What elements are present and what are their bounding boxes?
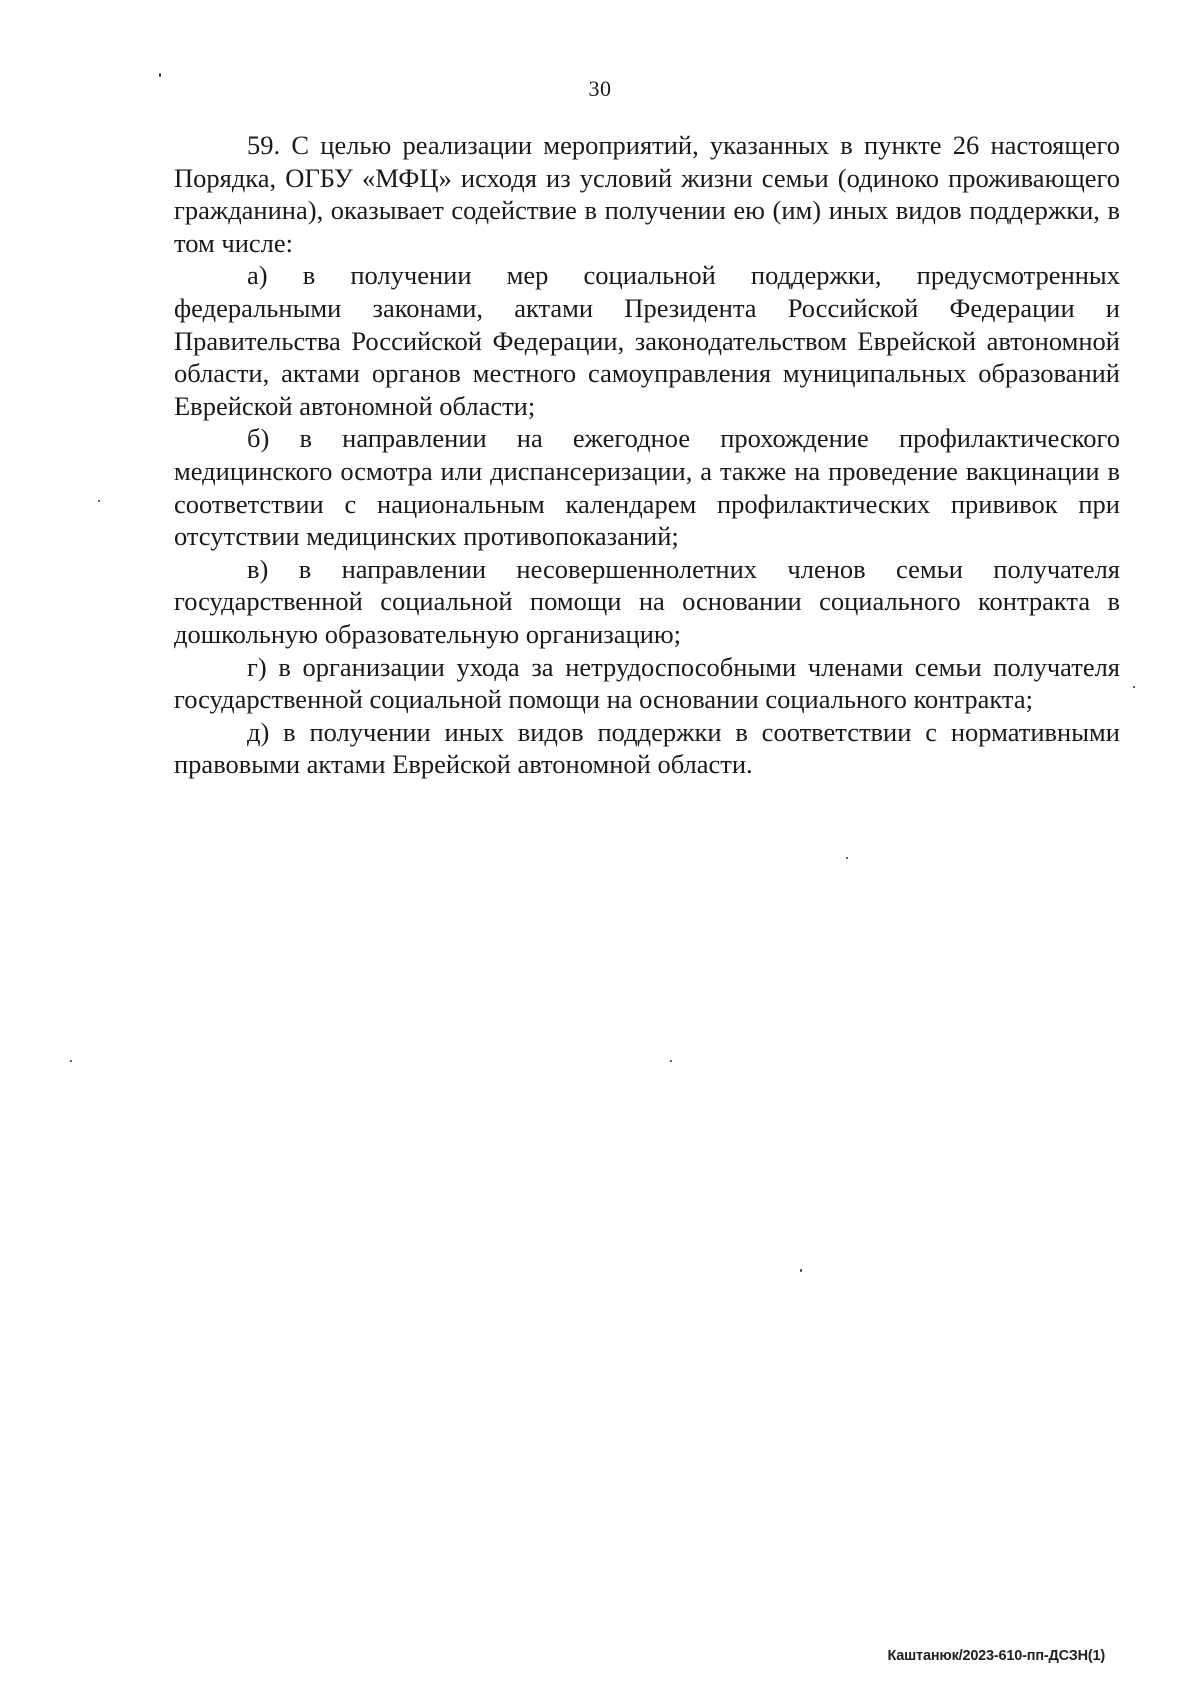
paragraph-b: б) в направлении на ежегодное прохождение профилактического медицинского осмотра или диспансеризации, а также на проведение вакцинации в соответствии с национальным календарем профилактических прививок при отсутствии медицинских противопоказаний; <box>174 423 1120 552</box>
scan-speck <box>1133 686 1135 688</box>
scan-speck <box>70 1060 72 1062</box>
document-reference-footer: Каштанюк/2023-610-пп-ДСЗН(1) <box>887 1648 1105 1664</box>
page-number: 30 <box>588 76 612 101</box>
paragraph-v: в) в направлении несовершеннолетних членов семьи получателя государственной социальной помощи на основании социального контракта в дошкольную образовательную организацию; <box>174 553 1120 649</box>
paragraph-g: г) в организации ухода за нетрудоспособными членами семьи получателя государственной социальной помощи на основании социального контракта; <box>174 651 1120 715</box>
scan-speck <box>846 857 848 859</box>
paragraph-d: д) в получении иных видов поддержки в соответствии с нормативными правовыми актами Еврейской автономной области. <box>174 716 1120 780</box>
document-body <box>174 129 1120 781</box>
scan-speck <box>98 500 100 502</box>
paragraph-a: а) в получении мер социальной поддержки, предусмотренных федеральными законами, актами Президента Российской Федерации и Правительства Российской Федерации, законодательством Еврейской автономной области, актами органов местного самоуправления муниципальных образований Еврейской автономной области; <box>174 260 1120 421</box>
scan-speck <box>159 73 161 77</box>
paragraph-59: 59. С целью реализации мероприятий, указанных в пункте 26 настоящего Порядка, ОГБУ «МФЦ» исходя из условий жизни семьи (одиноко проживающего гражданина), оказывает содействие в получении ею (им) иных видов поддержки, в том числе: <box>174 130 1120 258</box>
scan-speck <box>670 1060 672 1062</box>
scan-speck <box>800 1269 802 1272</box>
